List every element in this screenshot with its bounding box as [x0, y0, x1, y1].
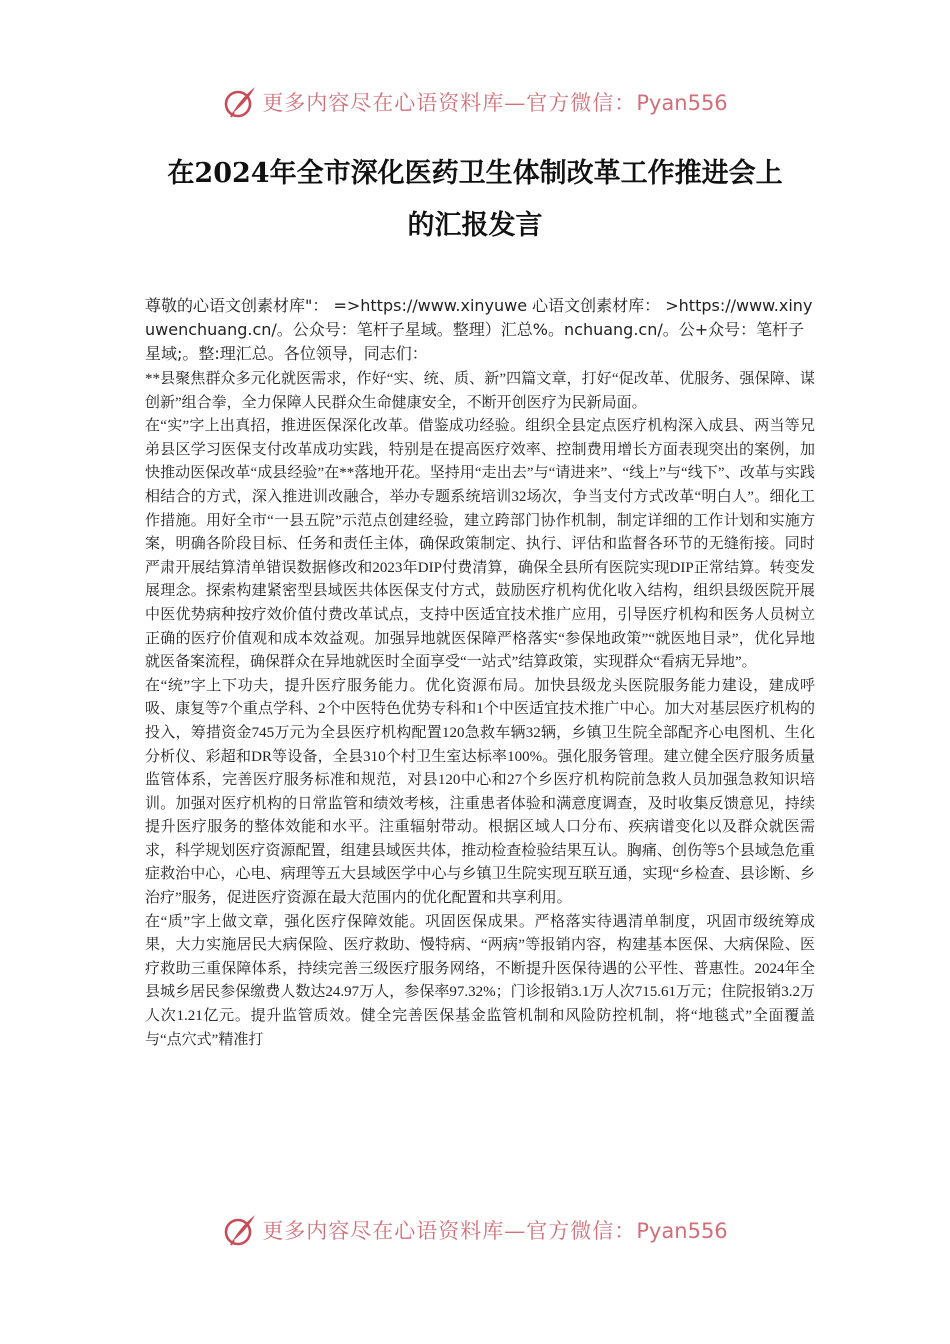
quill-pen-circle-logo-icon — [222, 1212, 258, 1248]
page-title — [110, 148, 840, 252]
paragraph-zhi: 在“质”字上做文章，强化医疗保障效能。巩固医保成果。严格落实待遇清单制度，巩固市级统筹成果，大力实施居民大病保险、医疗救助、慢特病、“两病”等报销内容，构建基本医保、大病保险、医疗救助三重保障体系，持续完善三级医疗服务网络，不断提升医保待遇的公平性、普惠性。2024年全县城乡居民参保缴费人数达24.97万人，参保率97.32%；门诊报销3.1万人次715.61万元；住院报销3.2万人次1.21亿元。提升监管质效。健全完善医保基金监管机制和风险防控机制，将“地毯式”全面覆盖与“点穴式”精准打 — [145, 913, 815, 1048]
banner-label: 更多内容尽在心语资料库—官方微信： — [262, 91, 637, 115]
banner-label: 更多内容尽在心语资料库—官方微信： — [262, 1219, 637, 1243]
wechat-id: Pyan556 — [636, 91, 728, 115]
banner-text — [262, 1215, 727, 1245]
title-line-1: 在2024年全市深化医药卫生体制改革工作推进会上 — [167, 158, 783, 189]
banner-content — [222, 84, 727, 120]
document-body — [145, 294, 815, 1052]
paragraph-tong: 在“统”字上下功夫，提升医疗服务能力。优化资源布局。加快县级龙头医院服务能力建设，建成呼吸、康复等7个重点学科、2个中医特色优势专科和1个中医适宜技术推广中心。加大对基层医疗机构的投入，筹措资金745万元为全县医疗机构配置120急救车辆32辆，乡镇卫生院全部配齐心电图机、生化分析仪、彩超和DR等设备，全县310个村卫生室达标率100%。强化服务管理。建立健全医疗服务质量监管体系，完善医疗服务标准和规范，对县120中心和27个乡医疗机构院前急救人员加强急救知识培训。加强对医疗机构的日常监管和绩效考核，注重患者体验和满意度调查，及时收集反馈意见，持续提升医疗服务的整体效能和水平。注重辐射带动。根据区域人口分布、疾病谱变化以及群众就医需求，科学规划医疗资源配置，组建县域医共体，推动检查检验结果互认。胸痛、创伤等5个县域急危重症救治中心，心电、病理等五大县域医学中心与乡镇卫生院实现互联互通，实现“乡检查、县诊断、乡治疗”服务，促进医疗资源在最大范围内的优化配置和共享利用。 — [145, 677, 815, 907]
paragraph-shi: 在“实”字上出真招，推进医保深化改革。借鉴成功经验。组织全县定点医疗机构深入成县、两当等兄弟县区学习医保支付改革成功实践，特别是在提高医疗效率、控制费用增长方面表现突出的案例，加快推动医保改革“成县经验”在**落地开花。坚持用“走出去”与“请进来”、“线上”与“线下”、改革与实践相结合的方式，深入推进训改融合，举办专题系统培训32场次，争当支付方式改革“明白人”。细化工作措施。用好全市“一县五院”示范点创建经验，建立跨部门协作机制，制定详细的工作计划和实施方案，明确各阶段目标、任务和责任主体，确保政策制定、执行、评估和监督各环节的无缝衔接。同时严肃开展结算清单错误数据修改和2023年DIP付费清算，确保全县所有医院实现DIP正常结算。转变发展理念。探索构建紧密型县域医共体医保支付方式，鼓励医疗机构优化收入结构，组织县级医院开展中医优势病种按疗效价值付费改革试点，支持中医适宜技术推广应用，引导医疗机构和医务人员树立正确的医疗价值观和成本效益观。加强异地就医保障严格落实“参保地政策”“就医地目录”，优化异地就医备案流程，确保群众在异地就医时全面享受“一站式”结算政策，实现群众“看病无异地”。 — [145, 418, 815, 671]
banner-text — [262, 87, 727, 117]
title-line-2: 的汇报发言 — [407, 210, 543, 241]
banner-content — [222, 1212, 727, 1248]
header-banner — [0, 80, 950, 124]
paragraph-intro: **县聚焦群众多元化就医需求，作好“实、统、质、新”四篇文章，打好“促改革、优服务、强保障、谋创新”组合拳，全力保障人民群众生命健康安全，不断开创医疗为民新局面。 — [145, 371, 815, 411]
greeting: 尊敬的心语文创素材库"： =>https://www.xinyuwe 心语文创素材库： >https://www.xinyuwenchuang.cn/。公众号：笔杆子星域。整理）汇总%。nchuang.cn/。公+众号：笔杆子星域;。整:理汇总。各位领导，同志们： — [145, 296, 813, 363]
wechat-id: Pyan556 — [636, 1219, 728, 1243]
quill-pen-circle-logo-icon — [222, 84, 258, 120]
footer-banner — [0, 1208, 950, 1252]
